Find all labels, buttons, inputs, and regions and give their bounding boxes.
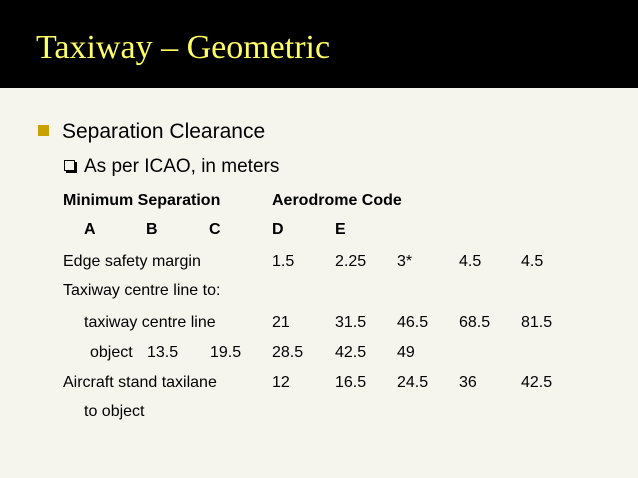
- header-aerodrome-code: Aerodrome Code: [272, 192, 402, 209]
- cell: 81.5: [521, 314, 553, 331]
- code-e: E: [335, 221, 346, 238]
- header-minimum-separation: Minimum Separation: [63, 192, 221, 209]
- cell: 68.5: [459, 314, 491, 331]
- cell: 2.25: [335, 253, 367, 270]
- row-aircraft-stand-label: Aircraft stand taxilane: [63, 374, 217, 391]
- cell: 3*: [397, 253, 413, 270]
- cell: 13.5: [147, 344, 179, 361]
- cell: 36: [459, 374, 477, 391]
- sub-bullet-text: As per ICAO, in meters: [84, 156, 280, 177]
- cell: 1.5: [272, 253, 295, 270]
- code-d: D: [272, 221, 284, 238]
- row-taxiway-centre-label: Taxiway centre line to:: [63, 282, 221, 299]
- row-to-object-label: to object: [84, 403, 145, 420]
- code-a: A: [84, 221, 96, 238]
- cell: 28.5: [272, 344, 304, 361]
- square-bullet-icon: [38, 125, 49, 136]
- shadowed-box-bullet-icon: [64, 160, 75, 171]
- cell: 21: [272, 314, 290, 331]
- code-b: B: [146, 221, 158, 238]
- row-object-label: object: [90, 344, 133, 361]
- bullet-text: Separation Clearance: [62, 120, 266, 143]
- row-taxiway-centre-line-label: taxiway centre line: [84, 314, 216, 331]
- cell: 24.5: [397, 374, 429, 391]
- cell: 49: [397, 344, 415, 361]
- cell: 12: [272, 374, 290, 391]
- cell: 4.5: [459, 253, 482, 270]
- cell: 42.5: [521, 374, 553, 391]
- cell: 4.5: [521, 253, 544, 270]
- slide-title: Taxiway – Geometric: [36, 29, 331, 66]
- cell: 46.5: [397, 314, 429, 331]
- cell: 42.5: [335, 344, 367, 361]
- cell: 19.5: [210, 344, 242, 361]
- cell: 16.5: [335, 374, 367, 391]
- code-c: C: [209, 221, 221, 238]
- row-edge-safety-label: Edge safety margin: [63, 253, 201, 270]
- title-bar: [0, 0, 638, 88]
- cell: 31.5: [335, 314, 367, 331]
